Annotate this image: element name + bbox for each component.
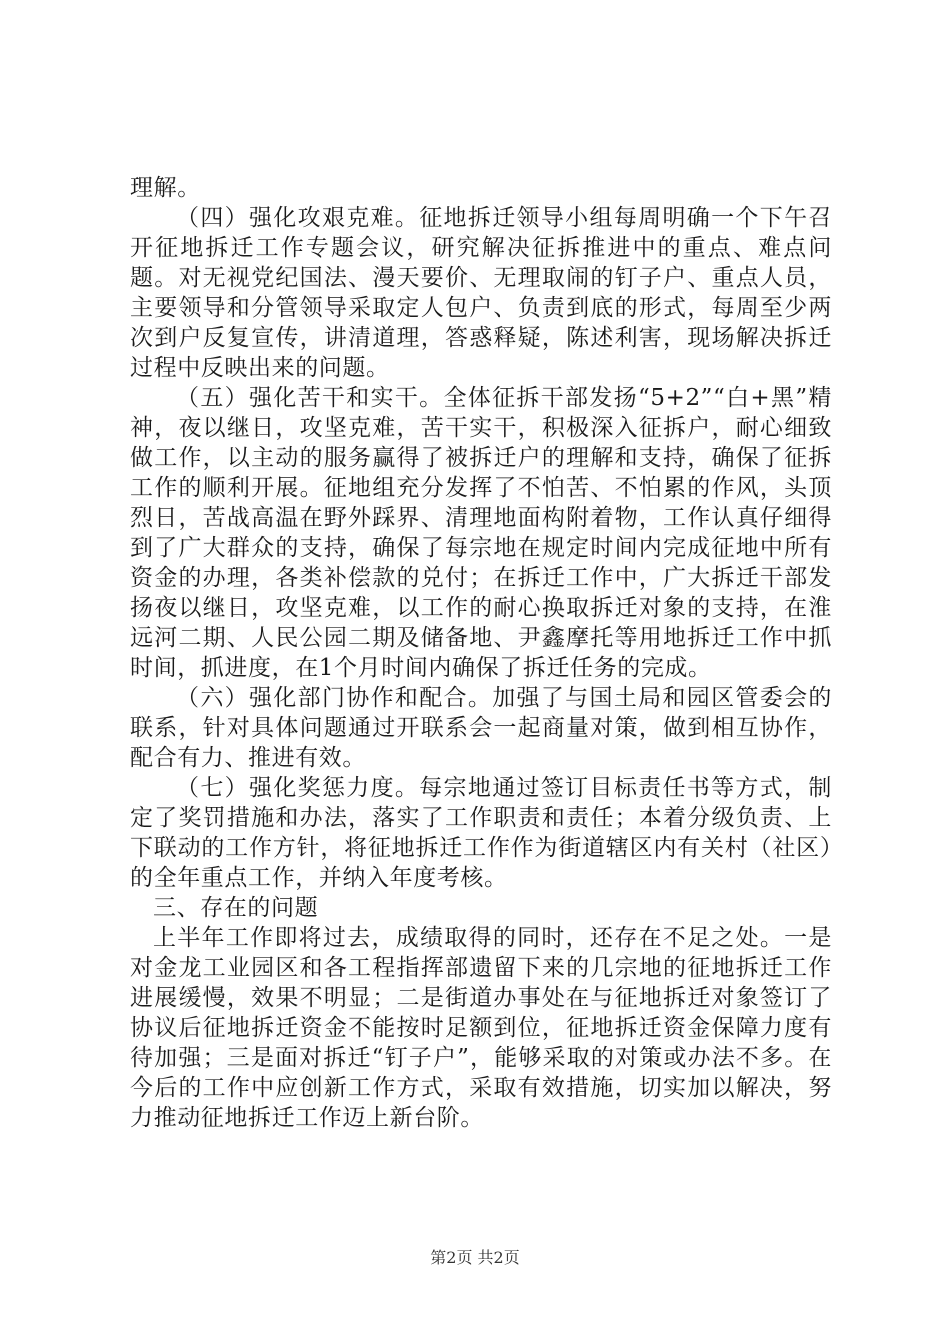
section-heading-problems: 三、存在的问题 (153, 895, 319, 921)
paragraph-section-4: （四）强化攻艰克难。征地拆迁领导小组每周明确一个下午召开征地拆迁工作专题会议，研究解决征拆推进中的重点、难点问题。对无视党纪国法、漫天要价、无理取闹的钉子户、重点人员，主要领导和分管领导采取定人包户、负责到底的形式，每周至少两次到户反复宣传，讲清道理，答惑释疑，陈述利害，现场解决拆迁过程中反映出来的问题。 (130, 205, 832, 381)
paragraph-continuation: 理解。 (130, 175, 201, 201)
paragraph-section-6: （六）强化部门协作和配合。加强了与国土局和园区管委会的联系，针对具体问题通过开联系会一起商量对策，做到相互协作，配合有力、推进有效。 (130, 685, 832, 771)
paragraph-section-7: （七）强化奖惩力度。每宗地通过签订目标责任书等方式，制定了奖罚措施和办法，落实了工作职责和责任；本着分级负责、上下联动的工作方针，将征地拆迁工作作为街道辖区内有关村（社区）的全年重点工作，并纳入年度考核。 (130, 775, 832, 891)
paragraph-problems: 上半年工作即将过去，成绩取得的同时，还存在不足之处。一是对金龙工业园区和各工程指挥部遗留下来的几宗地的征地拆迁工作进展缓慢，效果不明显；二是街道办事处在与征地拆迁对象签订了协议后征地拆迁资金不能按时足额到位，征地拆迁资金保障力度有待加强；三是面对拆迁“钉子户”，能够采取的对策或办法不多。在今后的工作中应创新工作方式，采取有效措施，切实加以解决，努力推动征地拆迁工作迈上新台阶。 (130, 925, 832, 1131)
document-body (130, 173, 832, 1133)
paragraph-section-5: （五）强化苦干和实干。全体征拆干部发扬“5+2”“白+黑”精神，夜以继日，攻坚克难，苦干实干，积极深入征拆户，耐心细致做工作，以主动的服务赢得了被拆迁户的理解和支持，确保了征拆工作的顺利开展。征地组充分发挥了不怕苦、不怕累的作风，头顶烈日，苦战高温在野外踩界、清理地面构附着物，工作认真仔细得到了广大群众的支持，确保了每宗地在规定时间内完成征地中所有资金的办理，各类补偿款的兑付；在拆迁工作中，广大拆迁干部发扬夜以继日，攻坚克难，以工作的耐心换取拆迁对象的支持，在淮远河二期、人民公园二期及储备地、尹鑫摩托等用地拆迁工作中抓时间，抓进度，在1个月时间内确保了拆迁任务的完成。 (130, 385, 832, 681)
page-footer: 第2页 共2页 (430, 1248, 520, 1267)
